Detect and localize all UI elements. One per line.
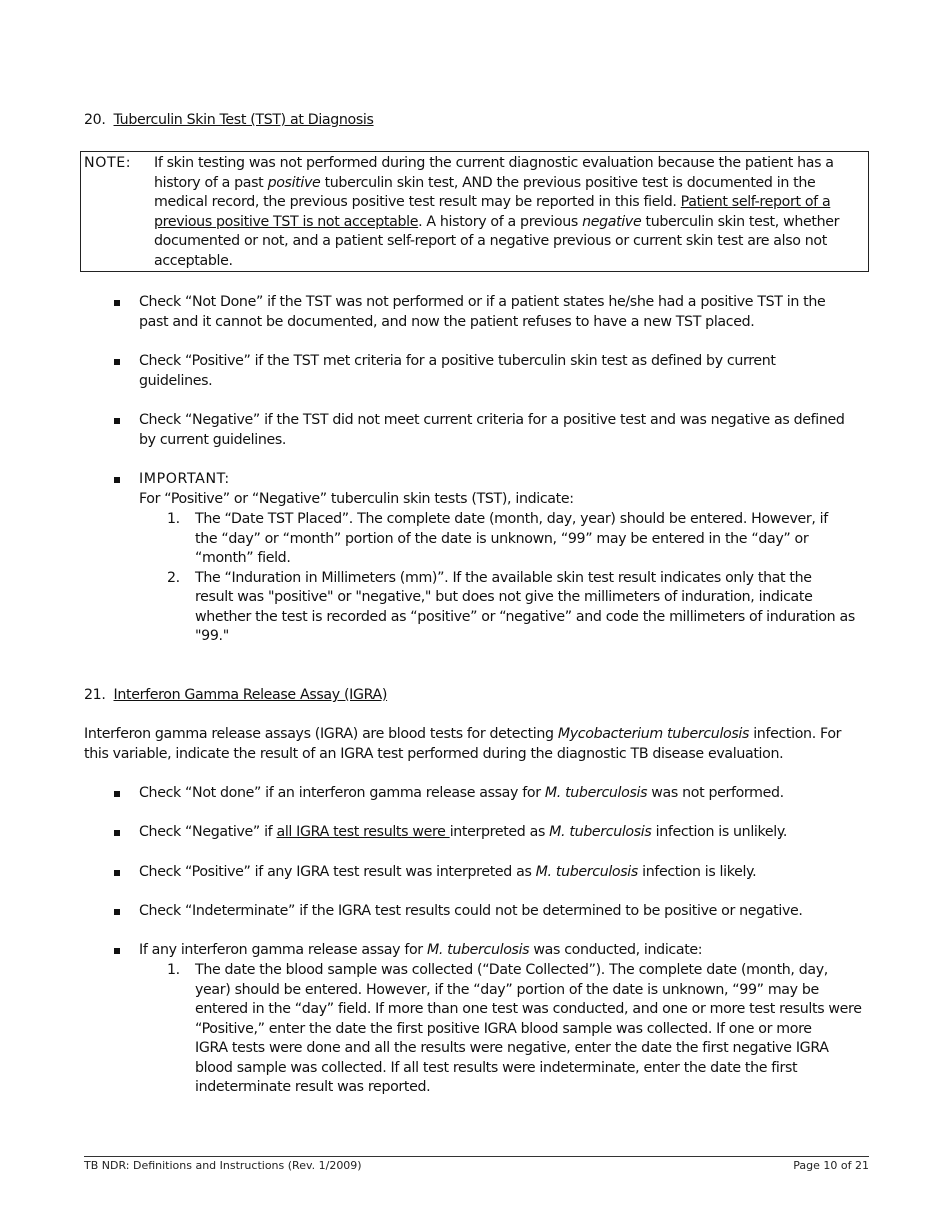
note-line: acceptable. xyxy=(154,252,233,269)
footer-divider xyxy=(84,1156,869,1157)
text: was not performed. xyxy=(647,785,784,801)
text: Check “Negative” if xyxy=(139,824,277,840)
text: Check “Positive” if any IGRA test result was interpreted as xyxy=(139,864,536,880)
list-text: The date the blood sample was collected (“Date Collected”). The complete date (month, day, xyxy=(195,962,828,978)
text: interpreted as xyxy=(449,824,550,840)
text: tuberculin skin test, whether xyxy=(641,213,840,230)
paragraph-line: this variable, indicate the result of an IGRA test performed during the diagnostic TB disease evaluation. xyxy=(84,746,784,762)
note-line xyxy=(154,174,815,194)
emphasis: positive xyxy=(267,174,321,191)
section-number: 20. xyxy=(84,112,106,128)
bullet-marker xyxy=(114,477,120,483)
note-label: NOTE: xyxy=(84,155,132,171)
bullet-text: guidelines. xyxy=(139,373,213,389)
section-21-heading xyxy=(84,686,387,706)
bullet-text xyxy=(139,863,756,883)
text: history of a past xyxy=(154,174,268,191)
bullet-marker xyxy=(114,359,120,365)
note-line xyxy=(154,213,839,233)
text: tuberculin skin test, AND the previous positive test is documented in the xyxy=(320,174,816,191)
bullet-text xyxy=(139,941,702,961)
section-number: 21. xyxy=(84,687,106,703)
page-number: Page 10 of 21 xyxy=(793,1159,869,1172)
footer-title: TB NDR: Definitions and Instructions (Rev. 1/2009) xyxy=(84,1159,362,1172)
list-text: result was "positive" or "negative," but does not give the millimeters of induration, indicate xyxy=(195,589,813,605)
list-text: blood sample was collected. If all test results were indeterminate, enter the date the first xyxy=(195,1059,798,1076)
list-text: The “Date TST Placed”. The complete date (month, day, year) should be entered. However, if xyxy=(195,511,828,527)
text: . A history of a previous xyxy=(418,213,583,230)
emphasis: M. tuberculosis xyxy=(544,785,648,801)
note-line: If skin testing was not performed during the current diagnostic evaluation because the patient has a xyxy=(154,155,834,171)
list-number: 1. xyxy=(167,962,180,978)
text: medical record, the previous positive test result may be reported in this field. xyxy=(154,194,681,210)
note-box xyxy=(80,151,869,272)
bullet-text: past and it cannot be documented, and now the patient refuses to have a new TST placed. xyxy=(139,314,755,330)
emphasis: Mycobacterium tuberculosis xyxy=(557,726,750,742)
list-text: “month” field. xyxy=(195,550,291,566)
bullet-text: For “Positive” or “Negative” tuberculin skin tests (TST), indicate: xyxy=(139,491,574,507)
important-label: IMPORTANT: xyxy=(139,471,230,487)
text: Check “Not done” if an interferon gamma release assay for xyxy=(139,785,545,801)
underlined-text: previous positive TST is not acceptable xyxy=(154,213,419,230)
bullet-text: Check “Positive” if the TST met criteria for a positive tuberculin skin test as defined by current xyxy=(139,353,776,369)
bullet-marker xyxy=(114,791,120,797)
underlined-text: Patient self-report of a xyxy=(680,194,831,210)
text: infection is likely. xyxy=(637,864,757,880)
list-number: 2. xyxy=(167,569,180,586)
bullet-marker xyxy=(114,418,120,424)
bullet-marker xyxy=(114,300,120,306)
bullet-marker xyxy=(114,870,120,876)
bullet-text: Check “Negative” if the TST did not meet current criteria for a positive test and was negative as defined xyxy=(139,412,845,428)
list-text: indeterminate result was reported. xyxy=(195,1079,431,1095)
section-20-heading xyxy=(84,111,374,131)
text: was conducted, indicate: xyxy=(529,942,703,958)
text: infection is unlikely. xyxy=(651,824,788,840)
paragraph-line xyxy=(84,725,841,745)
list-text: whether the test is recorded as “positive” or “negative” and code the millimeters of induration as xyxy=(195,608,855,625)
bullet-text: by current guidelines. xyxy=(139,432,287,448)
underlined-text: all IGRA test results were xyxy=(276,824,450,840)
bullet-text: Check “Not Done” if the TST was not performed or if a patient states he/she had a positive TST in the xyxy=(139,294,826,310)
emphasis: M. tuberculosis xyxy=(535,864,638,880)
bullet-text xyxy=(139,823,787,843)
emphasis: M. tuberculosis xyxy=(549,824,652,840)
bullet-marker xyxy=(114,830,120,836)
note-line xyxy=(154,193,830,213)
bullet-text: Check “Indeterminate” if the IGRA test results could not be determined to be positive or negative. xyxy=(139,903,803,919)
emphasis: negative xyxy=(582,213,642,230)
text: If any interferon gamma release assay for xyxy=(139,942,427,958)
list-text: “Positive,” enter the date the first positive IGRA blood sample was collected. If one or more xyxy=(195,1020,812,1037)
section-title: Tuberculin Skin Test (TST) at Diagnosis xyxy=(113,112,374,128)
note-line: documented or not, and a patient self-report of a negative previous or current skin test are also not xyxy=(154,233,827,249)
list-text: entered in the “day” field. If more than one test was conducted, and one or more test results were xyxy=(195,1001,862,1017)
section-title: Interferon Gamma Release Assay (IGRA) xyxy=(113,687,388,703)
list-text: the “day” or “month” portion of the date is unknown, “99” may be entered in the “day” or xyxy=(195,530,809,547)
list-text: IGRA tests were done and all the results were negative, enter the date the first negative IGRA xyxy=(195,1040,829,1056)
list-text: "99." xyxy=(195,628,229,644)
text: infection. For xyxy=(749,726,842,742)
bullet-marker xyxy=(114,909,120,915)
list-text: The “Induration in Millimeters (mm)”. If the available skin test result indicates only that the xyxy=(195,569,812,586)
bullet-text xyxy=(139,784,784,804)
list-number: 1. xyxy=(167,511,180,527)
bullet-marker xyxy=(114,948,120,954)
emphasis: M. tuberculosis xyxy=(426,942,530,958)
text: Interferon gamma release assays (IGRA) are blood tests for detecting xyxy=(84,726,558,742)
list-text: year) should be entered. However, if the “day” portion of the date is unknown, “99” may be xyxy=(195,981,819,998)
